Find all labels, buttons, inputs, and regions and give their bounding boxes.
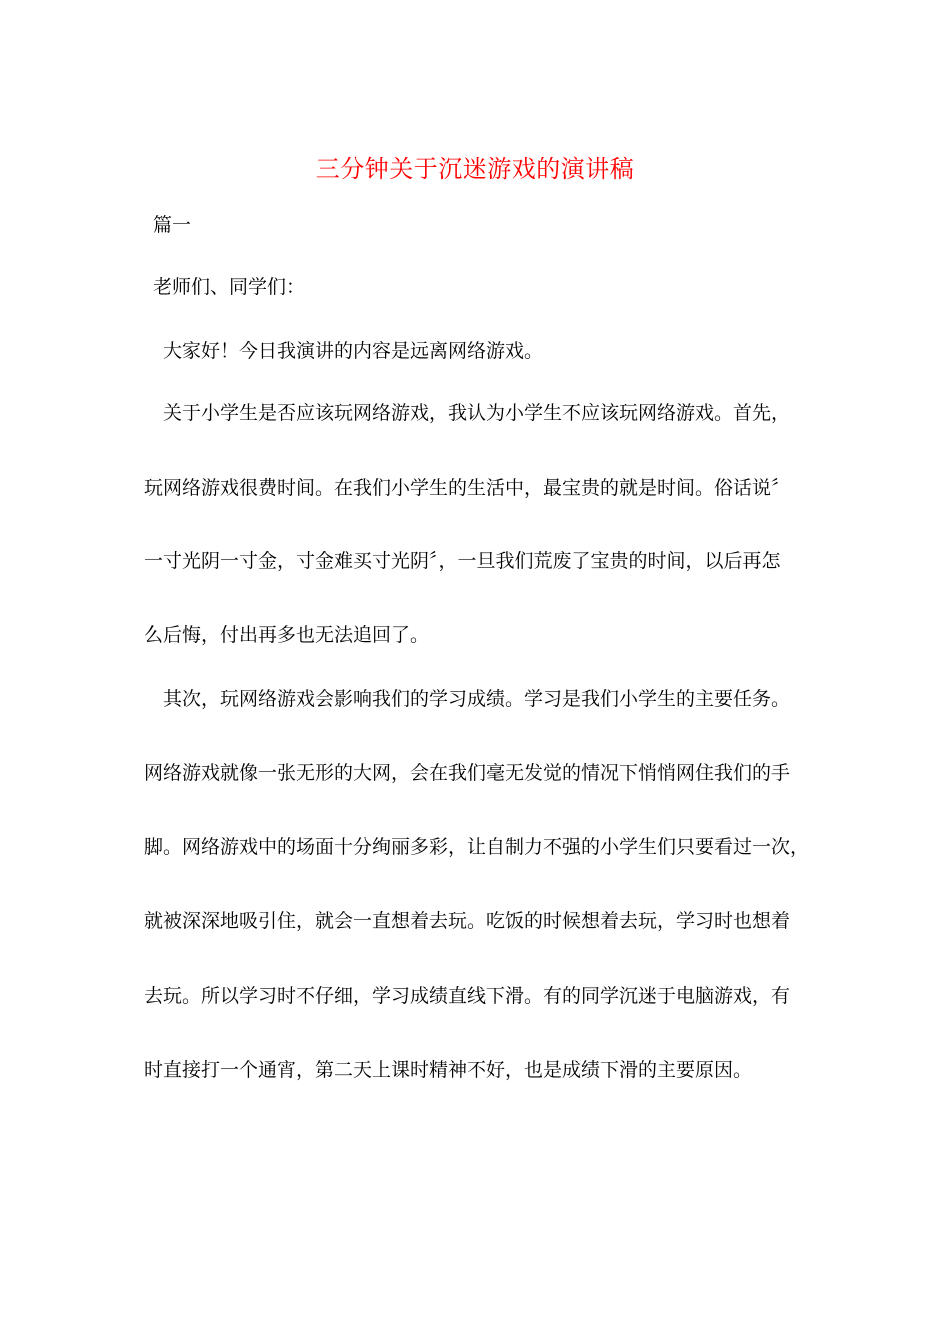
section-heading: 篇一	[153, 214, 192, 236]
paragraph-line: 就被深深地吸引住，就会一直想着去玩。吃饭的时候想着去玩，学习时也想着	[144, 910, 791, 932]
paragraph-line: 网络游戏就像一张无形的大网，会在我们毫无发觉的情况下悄悄网住我们的手	[144, 762, 791, 784]
paragraph-line: 其次，玩网络游戏会影响我们的学习成绩。学习是我们小学生的主要任务。	[163, 688, 791, 710]
document-title: 三分钟关于沉迷游戏的演讲稿	[315, 155, 635, 183]
paragraph-line: 一寸光阴一寸金，寸金难买寸光阴〞，一旦我们荒废了宝贵的时间，以后再怎	[144, 550, 781, 572]
paragraph-line: 脚。网络游戏中的场面十分绚丽多彩，让自制力不强的小学生们只要看过一次，	[144, 836, 810, 858]
paragraph-line: 么后悔，付出再多也无法追回了。	[144, 624, 430, 646]
paragraph-line: 时直接打一个通宵，第二天上课时精神不好，也是成绩下滑的主要原因。	[144, 1059, 753, 1081]
paragraph-line: 玩网络游戏很费时间。在我们小学生的生活中，最宝贵的就是时间。俗话说〞	[144, 477, 791, 499]
paragraph-line: 关于小学生是否应该玩网络游戏，我认为小学生不应该玩网络游戏。首先，	[163, 402, 791, 424]
paragraph-line: 去玩。所以学习时不仔细，学习成绩直线下滑。有的同学沉迷于电脑游戏，有	[144, 985, 791, 1007]
salutation: 老师们、同学们：	[153, 276, 306, 298]
greeting-line: 大家好！今日我演讲的内容是远离网络游戏。	[163, 340, 544, 362]
